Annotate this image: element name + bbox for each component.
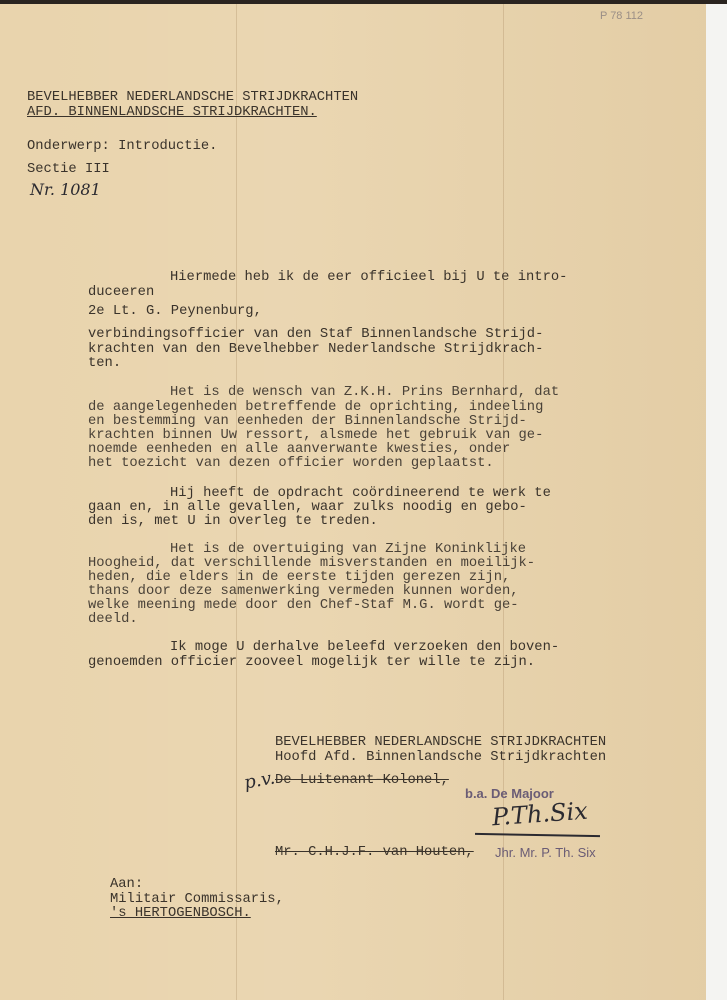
paragraph-3-line: Het is de wensch van Z.K.H. Prins Bernhard, dat — [170, 385, 560, 400]
paragraph-3-line: noemde eenheden en alle aanverwante kwesties, onder — [88, 442, 511, 457]
addressee-line2: 's HERTOGENBOSCH. — [110, 906, 251, 921]
paragraph-5-line: thans door deze samenwerking vermeden kunnen worden, — [88, 584, 519, 599]
paragraph-3-line: krachten binnen Uw ressort, alsmede het gebruik van ge- — [88, 428, 544, 443]
addressee-line1: Militair Commissaris, — [110, 892, 284, 907]
stamp-name: Jhr. Mr. P. Th. Six — [495, 845, 596, 860]
addressee-label: Aan: — [110, 877, 144, 892]
paragraph-6-line: Ik moge U derhalve beleefd verzoeken den boven- — [170, 640, 560, 655]
subject-line: Onderwerp: Introductie. — [27, 139, 218, 154]
document-number: Nr. 1081 — [30, 180, 101, 199]
paragraph-5-line: welke meening mede door den Chef-Staf M.G. wordt ge- — [88, 598, 519, 613]
paragraph-1-line: duceeren — [88, 285, 155, 300]
signature-org-line2: Hoofd Afd. Binnenlandsche Strijdkrachten — [275, 750, 607, 765]
signature-org-line1: BEVELHEBBER NEDERLANDSCHE STRIJDKRACHTEN — [275, 735, 607, 750]
paragraph-2-line: ten. — [88, 356, 122, 371]
paragraph-1-line: Hiermede heb ik de eer officieel bij U te intro- — [170, 270, 568, 285]
paragraph-4-line: den is, met U in overleg te treden. — [88, 514, 378, 529]
struck-title: De Luitenant-Kolonel, — [275, 773, 449, 788]
paragraph-4-line: gaan en, in alle gevallen, waar zulks noodig en gebo- — [88, 500, 527, 515]
paragraph-3-line: de aangelegenheden betreffende de oprichting, indeeling — [88, 400, 544, 415]
paragraph-3-line: het toezicht van dezen officier worden geplaatst. — [88, 456, 494, 471]
archive-mark: P 78 112 — [600, 10, 644, 22]
paragraph-5-line: deeld. — [88, 612, 138, 627]
paragraph-5-line: heden, die elders in de eerste tijden gerezen zijn, — [88, 570, 511, 585]
paragraph-2-line: krachten van den Bevelhebber Nederlandsche Strijdkrach- — [88, 342, 544, 357]
paragraph-2-line: verbindingsofficier van den Staf Binnenlandsche Strijd- — [88, 327, 544, 342]
paragraph-6-line: genoemden officier zooveel mogelijk ter wille te zijn. — [88, 655, 536, 670]
officer-name: 2e Lt. G. Peynenburg, — [88, 304, 262, 319]
stamp-title: b.a. De Majoor — [465, 786, 554, 801]
paragraph-3-line: en bestemming van eenheden der Binnenlandsche Strijd- — [88, 414, 527, 429]
letterhead-line1: BEVELHEBBER NEDERLANDSCHE STRIJDKRACHTEN — [27, 90, 359, 105]
struck-name: Mr. C.H.J.F. van Houten, — [275, 845, 474, 860]
paragraph-5-line: Het is de overtuiging van Zijne Koninklijke — [170, 542, 527, 557]
letterhead-line2: AFD. BINNENLANDSCHE STRIJDKRACHTEN. — [27, 105, 317, 120]
paragraph-5-line: Hoogheid, dat verschillende misverstanden en moeilijk- — [88, 556, 536, 571]
paragraph-4-line: Hij heeft de opdracht coördineerend te werk te — [170, 486, 551, 501]
signature: P.Th.Six — [491, 796, 589, 832]
handwritten-pv: p.v. — [242, 767, 277, 794]
section-line: Sectie III — [27, 162, 110, 177]
scan-margin — [706, 4, 727, 1000]
